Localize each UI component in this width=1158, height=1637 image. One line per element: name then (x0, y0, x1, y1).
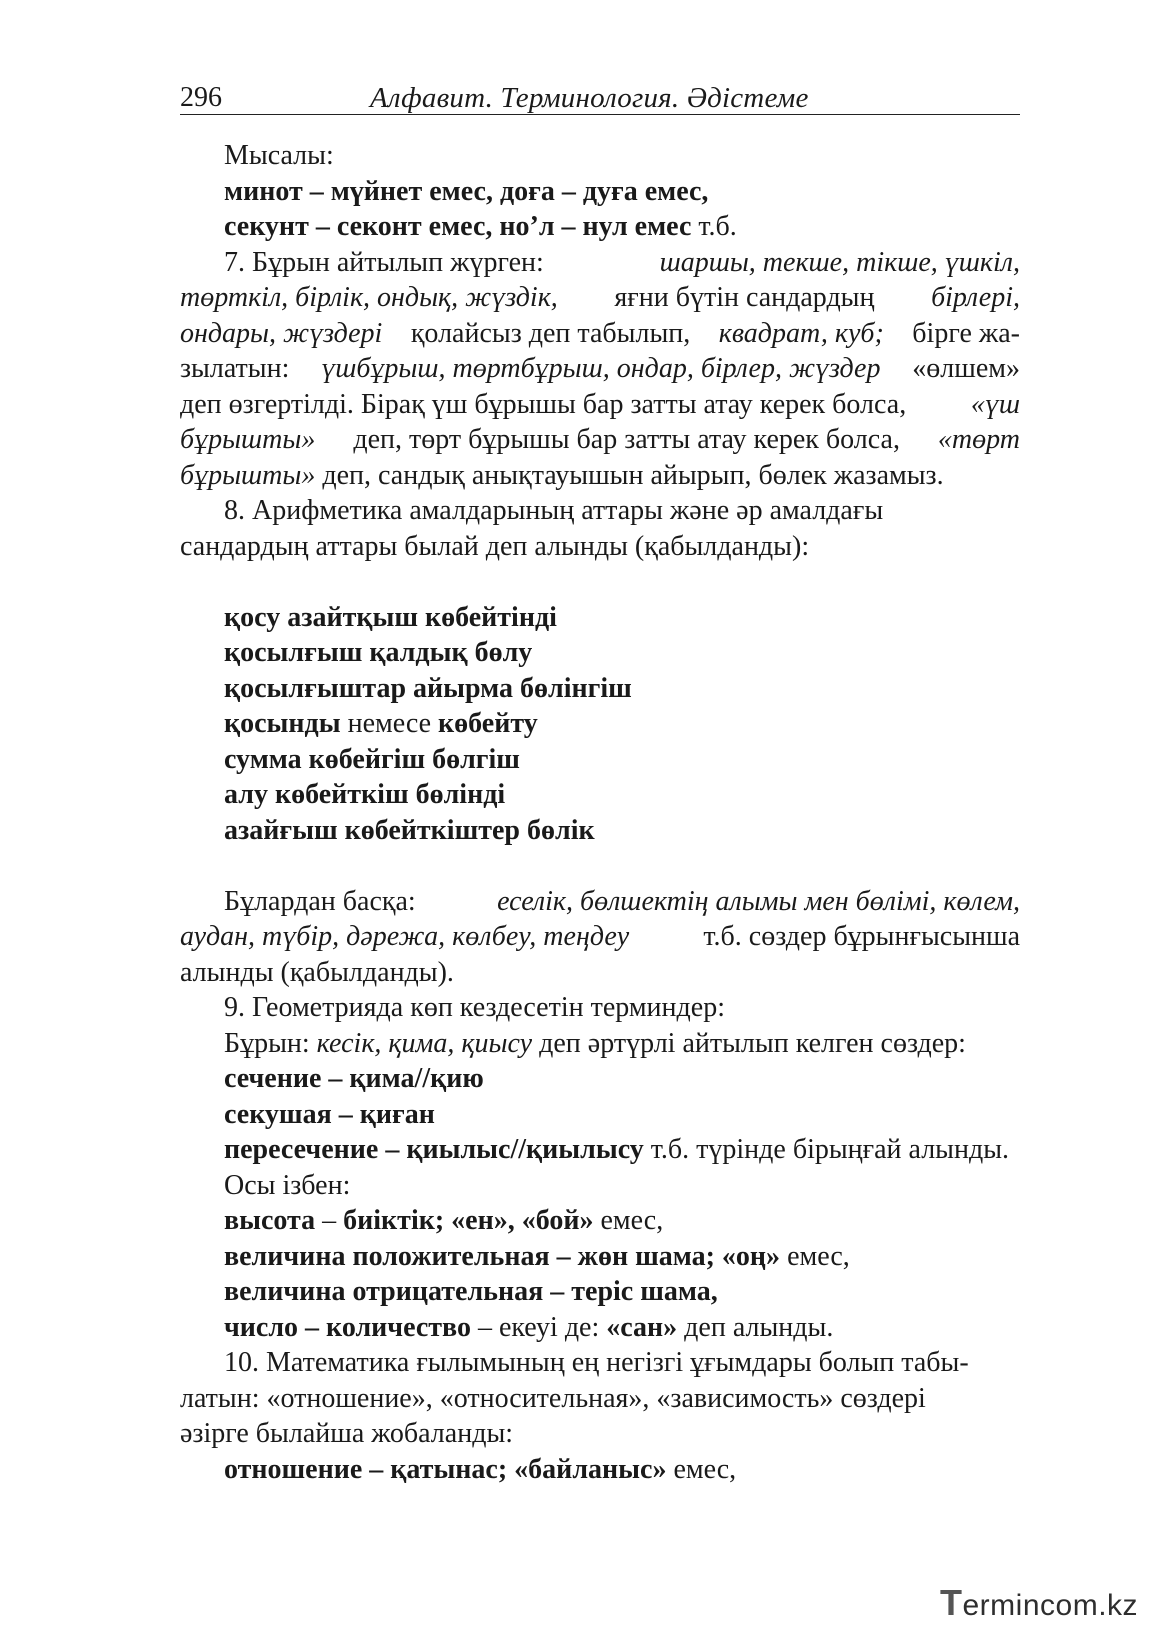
bold-text: азайғыш көбейткіштер бөлік (224, 814, 595, 846)
paragraph-line: алынды (қабылданды). (180, 956, 454, 988)
paragraph-line (180, 884, 1020, 920)
term-line (180, 1452, 1020, 1488)
italic-text: квадрат, куб; (718, 317, 884, 349)
text-span: деп өзгертілді. Бірақ үш бұрышы бар затты атау керек болса, (180, 388, 907, 420)
paragraph-line: сандардың аттары былай деп алынды (қабылданды): (180, 530, 810, 562)
term-line (180, 1132, 1020, 1168)
paragraph-line (180, 316, 1020, 352)
text-span: бірге жа- (912, 317, 1020, 349)
italic-text: бұрышты» (180, 424, 316, 455)
italic-text: төрткіл, бірлік, ондық, жүздік, (180, 282, 558, 313)
text-span: емес, (593, 1205, 664, 1236)
paragraph-line: әзірге былайша жобаланды: (180, 1418, 514, 1449)
italic-text: аудан, түбір, дәрежа, көлбеу, теңдеу (180, 921, 630, 952)
term-line (180, 600, 1020, 636)
paragraph-line (180, 387, 1020, 423)
italic-text: бірлері, (931, 282, 1020, 313)
text-span: яғни бүтін сандардың (614, 282, 875, 313)
term-line (180, 635, 1020, 671)
text-span: Бұрын: (224, 1027, 317, 1059)
paragraph-line (180, 1026, 1020, 1062)
bold-text: величина положительная – жөн шама; «оң» (224, 1240, 781, 1272)
bold-text: сумма көбейгіш бөлгіш (224, 743, 520, 775)
bold-text: сечение – қима//қию (224, 1063, 484, 1094)
term-line (180, 1274, 1020, 1310)
page-number: 296 (180, 82, 222, 113)
text-span: емес, (780, 1240, 850, 1272)
examples-label: Мысалы: (224, 140, 334, 171)
page-header (180, 74, 1020, 115)
bold-text: высота (224, 1205, 316, 1236)
term-line (180, 742, 1020, 778)
text-span: – екеуі де: (470, 1311, 607, 1343)
bold-text: қосу азайтқыш көбейтінді (224, 601, 557, 633)
bold-text: қосылғыштар айырма бөлінгіш (224, 672, 632, 704)
bold-text: пересечение – қиылыс//қиылысу (224, 1134, 644, 1165)
text-span: 7. Бұрын айтылып жүрген: (224, 246, 544, 278)
running-title: Алфавит. Терминология. Әдістеме (370, 82, 809, 114)
example-line (180, 174, 1020, 210)
paragraph-line: 8. Арифметика амалдарының аттары және әр амалдағы (224, 495, 884, 526)
text-span: деп, сандық анықтауышын айырып, бөлек жазамыз. (315, 459, 944, 491)
italic-text: «төрт (937, 424, 1020, 455)
text-span: немесе (340, 708, 439, 739)
bold-text: секушая – қиған (224, 1098, 435, 1130)
term-line (180, 777, 1020, 813)
term-line (180, 706, 1020, 742)
italic-text: кесік, қима, қиысу (316, 1027, 533, 1059)
text-span: зылатын: (180, 353, 290, 384)
italic-text: үшбұрыш, төртбұрыш, ондар, бірлер, жүздер (321, 353, 881, 384)
paragraph-line: латын: «отношение», «относительная», «зависимость» сөздері (180, 1382, 926, 1414)
paragraph-line (180, 919, 1020, 955)
bold-text: величина отрицательная – теріс шама, (224, 1276, 718, 1307)
text-span: Бұлардан басқа: (224, 885, 416, 917)
bold-text: қосылғыш қалдық бөлу (224, 637, 533, 668)
text-span: т.б. түрінде бірыңғай алынды. (643, 1134, 1010, 1165)
term-line (180, 1310, 1020, 1346)
text-span: т.б. сөздер бұрынғысынша (703, 921, 1020, 952)
italic-text: ондары, жүздері (180, 317, 383, 349)
paragraph-line (180, 458, 1020, 494)
text-span: емес, (666, 1453, 737, 1485)
bold-text: алу көбейткіш бөлінді (224, 779, 506, 810)
paragraph-line: Осы ізбен: (224, 1169, 351, 1201)
italic-text: еселік, бөлшектің алымы мен бөлімі, көлем, (497, 885, 1020, 917)
bold-text: секунт – секонт емес, но’л – нул емес (224, 211, 692, 242)
italic-text: шаршы, текше, тікше, үшкіл, (659, 246, 1020, 278)
paragraph-line (180, 351, 1020, 387)
blank-line (180, 564, 1020, 600)
term-line (180, 671, 1020, 707)
bold-text: число – количество (224, 1311, 471, 1343)
bold-text: отношение – қатынас; «байланыс» (224, 1453, 667, 1485)
paragraph-line (180, 280, 1020, 316)
term-line (180, 1239, 1020, 1275)
term-line (180, 1061, 1020, 1097)
text-span: т.б. (691, 211, 737, 242)
example-line (180, 209, 1020, 245)
term-line (180, 1097, 1020, 1133)
bold-text: биіктік; «ен», «бой» (343, 1205, 594, 1236)
paragraph-line: 10. Математика ғылымының ең негізгі ұғымдары болып табы- (224, 1347, 969, 1378)
logo-letter: T (940, 1582, 963, 1623)
text-span: қолайсыз деп табылып, (410, 317, 691, 349)
logo-text: ermincom.kz (962, 1589, 1139, 1622)
text-span: деп, төрт бұрышы бар затты атау керек болса, (353, 424, 900, 455)
bold-text: минот – мүйнет емес, доға – дуға емес, (224, 175, 709, 207)
bold-text: көбейту (438, 708, 538, 739)
bold-text: «сан» (606, 1311, 678, 1343)
paragraph-line (180, 245, 1020, 281)
italic-text: бұрышты» (180, 459, 316, 491)
blank-line (180, 848, 1020, 884)
term-line (180, 1203, 1020, 1239)
text-span: деп алынды. (677, 1311, 834, 1343)
watermark-logo (940, 1582, 1138, 1624)
paragraph-line: 9. Геометрияда көп кездесетін терминдер: (224, 992, 725, 1023)
text-span: «өлшем» (912, 353, 1020, 384)
italic-text: «үш (970, 388, 1020, 420)
text-span: деп әртүрлі айтылып келген сөздер: (532, 1027, 966, 1059)
page-body (180, 138, 1020, 1487)
text-span: – (315, 1205, 344, 1236)
term-line (180, 813, 1020, 849)
paragraph-line (180, 422, 1020, 458)
bold-text: қосынды (224, 708, 341, 739)
